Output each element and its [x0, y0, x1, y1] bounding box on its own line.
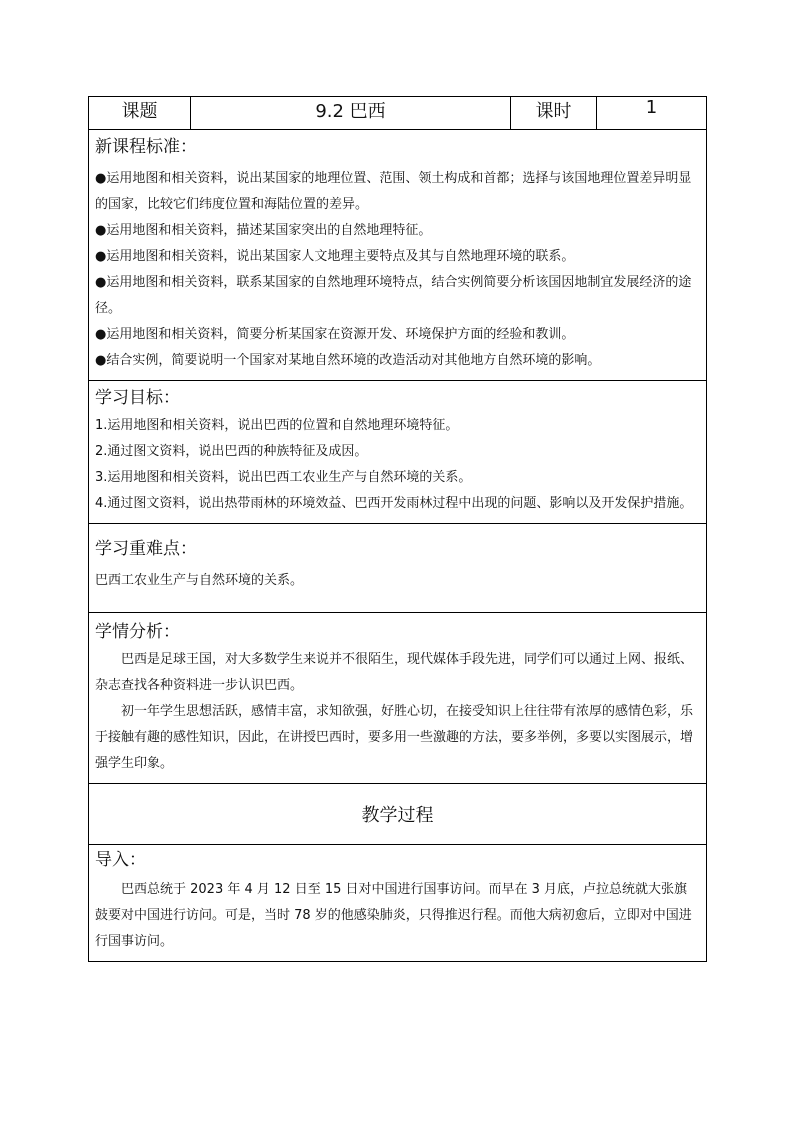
intro-paragraph: 巴西总统于 2023 年 4 月 12 日至 15 日对中国进行国事访问。而早在 3 月底，卢拉总统就大张旗鼓要对中国进行访问。可是，当时 78 岁的他感染肺炎，只得推迟行程。而他大病初愈后，立即对中国进行国事访问。 [95, 882, 692, 949]
standards-list [89, 160, 706, 380]
subject-value: 9.2 巴西 [191, 97, 511, 130]
objective-item: 1.运用地图和相关资料，说出巴西的位置和自然地理环境特征。 [95, 418, 459, 433]
analysis-body [89, 645, 706, 783]
process-title-row [89, 784, 707, 845]
objectives-section [89, 381, 707, 524]
process-title: 教学过程 [89, 784, 707, 845]
lesson-plan-table [88, 96, 707, 962]
objectives-heading: 学习目标： [95, 388, 180, 408]
analysis-paragraph: 初一年学生思想活跃，感情丰富，求知欲强，好胜心切，在接受知识上往往带有浓厚的感情色彩，乐于接触有趣的感性知识，因此，在讲授巴西时，要多用一些激趣的方法，要多举例，多要以实图展示，增强学生印象。 [95, 704, 694, 771]
period-label: 课时 [511, 97, 597, 130]
standard-item: ●运用地图和相关资料，描述某国家突出的自然地理特征。 [95, 223, 432, 238]
standard-item: ●结合实例，简要说明一个国家对某地自然环境的改造活动对其他地方自然环境的影响。 [95, 353, 601, 368]
standard-item: ●运用地图和相关资料，联系某国家的自然地理环境特点，结合实例简要分析该国因地制宜发展经济的途径。 [95, 275, 692, 316]
key-points-heading: 学习重难点： [95, 539, 197, 559]
standard-item: ●运用地图和相关资料，说出某国家的地理位置、范围、领土构成和首都；选择与该国地理位置差异明显的国家，比较它们纬度位置和海陆位置的差异。 [95, 171, 692, 212]
standard-item: ●运用地图和相关资料，简要分析某国家在资源开发、环境保护方面的经验和教训。 [95, 327, 575, 342]
standard-item: ●运用地图和相关资料，说出某国家人文地理主要特点及其与自然地理环境的联系。 [95, 249, 575, 264]
objective-item: 4.通过图文资料，说出热带雨林的环境效益、巴西开发雨林过程中出现的问题、影响以及开发保护措施。 [95, 496, 693, 511]
objective-item: 2.通过图文资料，说出巴西的种族特征及成因。 [95, 444, 368, 459]
intro-body [89, 873, 706, 961]
standards-heading: 新课程标准： [95, 137, 197, 157]
period-value: 1 [597, 97, 707, 130]
analysis-paragraph: 巴西是足球王国，对大多数学生来说并不很陌生，现代媒体手段先进，同学们可以通过上网、报纸、杂志查找各种资料进一步认识巴西。 [95, 652, 694, 693]
header-row [89, 97, 707, 130]
intro-heading: 导入： [95, 850, 146, 870]
intro-section [89, 845, 707, 962]
analysis-section [89, 613, 707, 784]
standards-section [89, 130, 707, 381]
analysis-heading: 学情分析： [95, 622, 180, 642]
objective-item: 3.运用地图和相关资料，说出巴西工农业生产与自然环境的关系。 [95, 470, 472, 485]
key-points-text: 巴西工农业生产与自然环境的关系。 [95, 573, 304, 588]
objectives-list [89, 411, 706, 523]
subject-label: 课题 [89, 97, 191, 130]
key-points-section [89, 524, 707, 613]
